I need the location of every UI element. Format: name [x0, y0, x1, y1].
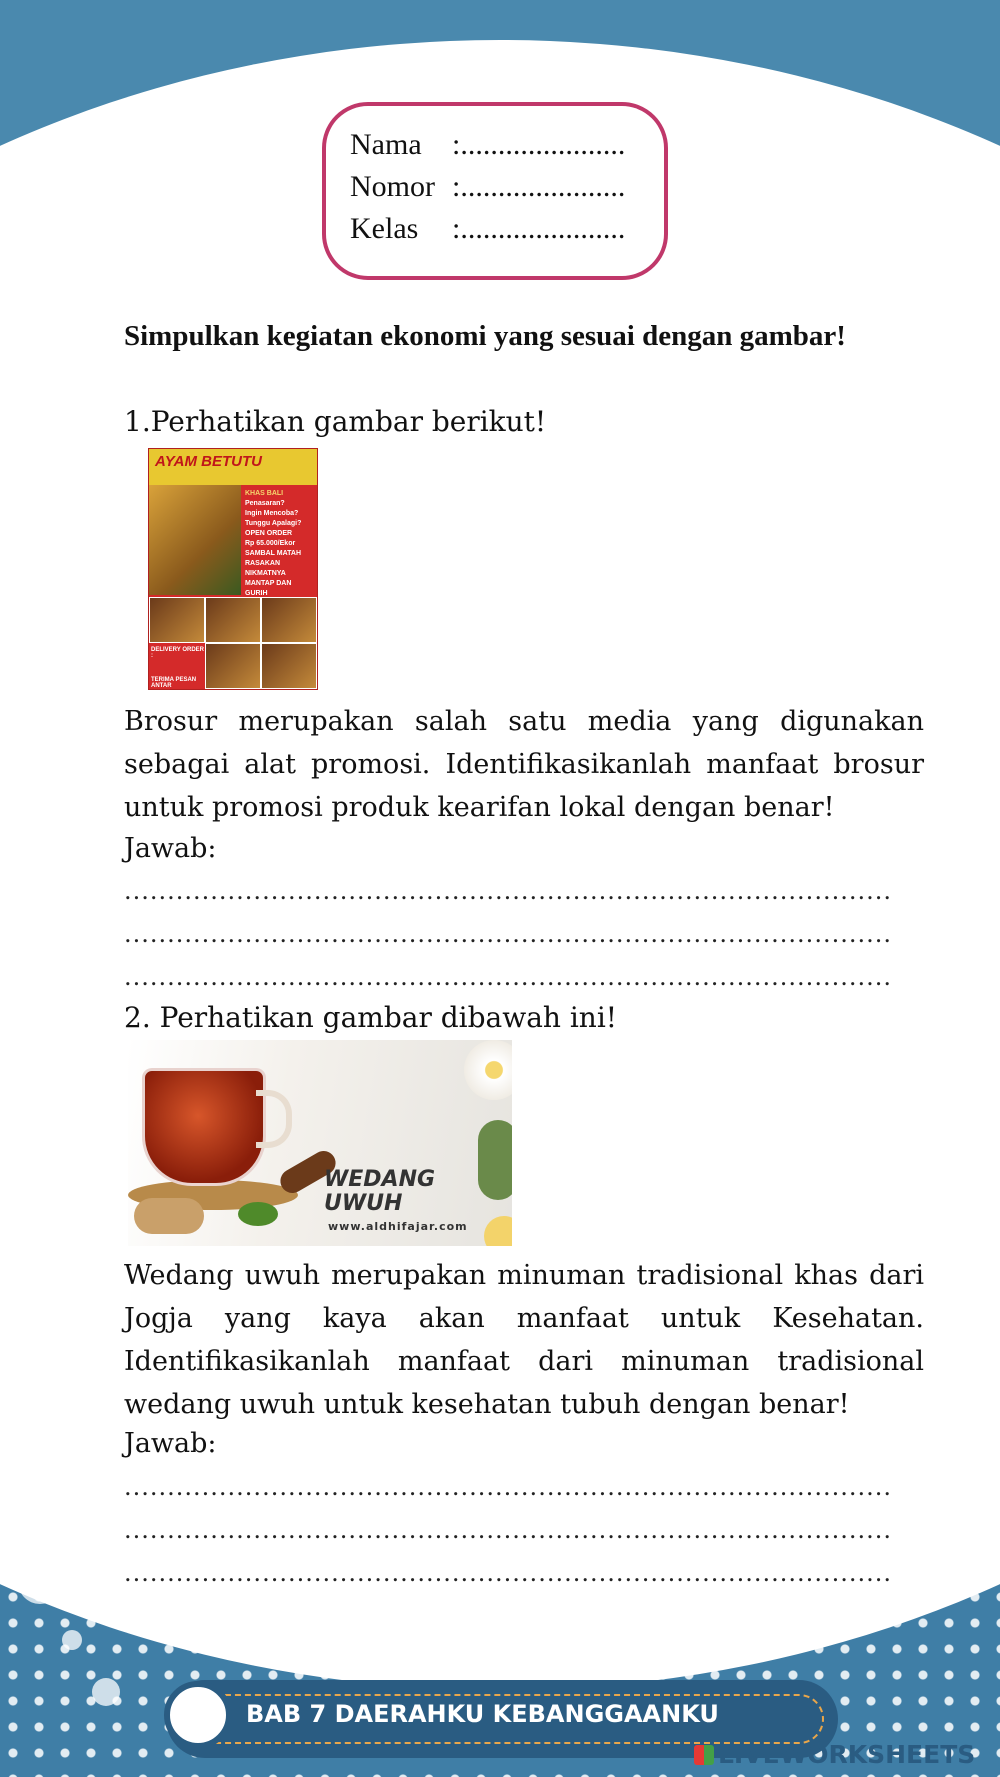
brochure-title: AYAM BETUTU — [155, 453, 262, 470]
decor-bubble — [92, 1678, 120, 1706]
flower-shape — [464, 1040, 512, 1100]
question-1-answer-line[interactable]: ......................................................................................... — [124, 877, 892, 905]
brochure-delivery: DELIVERY ORDER : — [151, 647, 205, 659]
question-2-answer-line[interactable]: ......................................................................................... — [124, 1559, 892, 1587]
wedang-uwuh-title: WEDANG UWUH — [324, 1167, 436, 1216]
decor-bubble — [18, 1560, 62, 1604]
greens-shape — [478, 1120, 512, 1200]
class-label: Kelas — [350, 212, 419, 245]
decor-bubble — [62, 1630, 82, 1650]
cup-handle-shape — [256, 1090, 292, 1148]
question-2-answer-label: Jawab: — [124, 1428, 217, 1459]
question-2-heading: 2. Perhatikan gambar dibawah ini! — [124, 1001, 618, 1034]
brochure-photo — [261, 643, 317, 689]
lemon-shape — [484, 1216, 512, 1246]
instruction-heading: Simpulkan kegiatan ekonomi yang sesuai dengan gambar! — [124, 320, 846, 352]
class-field[interactable]: :...................... — [452, 212, 626, 245]
number-field[interactable]: :...................... — [452, 170, 626, 203]
name-field[interactable]: :...................... — [452, 128, 626, 161]
class-row — [350, 212, 625, 246]
question-1-answer-label: Jawab: — [124, 833, 217, 864]
brochure-line: Rp 65.000/Ekor — [245, 540, 296, 547]
ginger-shape — [134, 1198, 204, 1234]
liveworksheets-watermark — [694, 1740, 975, 1769]
tea-cup-shape — [142, 1068, 266, 1186]
number-label: Nomor — [350, 170, 435, 203]
question-1-heading: 1.Perhatikan gambar berikut! — [124, 405, 547, 438]
banner-circle — [164, 1681, 232, 1749]
brochure-line: Tunggu Apalagi? — [245, 520, 302, 527]
brochure-photo-grid — [149, 597, 317, 689]
liveworksheets-text: LIVEWORKSHEETS — [718, 1740, 976, 1769]
ayam-betutu-brochure-image — [148, 448, 318, 690]
question-1-text: Brosur merupakan salah satu media yang digunakan sebagai alat promosi. Identifikasikanlah manfaat brosur untuk promosi produk kearifan lokal dengan benar! — [124, 706, 924, 823]
brochure-photo — [205, 597, 261, 643]
question-1-answer-line[interactable]: ......................................................................................... — [124, 920, 892, 948]
wedang-uwuh-url: www.aldhifajar.com — [328, 1220, 468, 1233]
brochure-line: Penasaran? — [245, 500, 285, 507]
brochure-footer: TERIMA PESAN ANTAR — [151, 677, 197, 689]
question-2-answer-line[interactable]: ......................................................................................... — [124, 1516, 892, 1544]
wedang-uwuh-image — [128, 1040, 512, 1246]
question-2-text: Wedang uwuh merupakan minuman tradisional khas dari Jogja yang kaya akan manfaat untuk Kesehatan. Identifikasikanlah manfaat dari minuman tradisional wedang uwuh untuk kesehatan tubuh dengan benar! — [124, 1260, 924, 1420]
name-row — [350, 128, 625, 162]
brochure-photo — [149, 597, 205, 643]
brochure-line: RASAKAN NIKMATNYA — [245, 560, 286, 577]
chapter-title: BAB 7 DAERAHKU KEBANGGAANKU — [246, 1700, 719, 1728]
question-1-answer-line[interactable]: ......................................................................................... — [124, 963, 892, 991]
leaf-shape — [238, 1202, 278, 1226]
brochure-header — [149, 449, 317, 485]
brochure-line: MANTAP DAN GURIH — [245, 580, 292, 597]
liveworksheets-logo-icon — [694, 1745, 714, 1765]
question-2-answer-line[interactable]: ......................................................................................... — [124, 1473, 892, 1501]
name-label: Nama — [350, 128, 422, 161]
brochure-line: Ingin Mencoba? — [245, 510, 299, 517]
brochure-line: OPEN ORDER — [245, 530, 293, 537]
brochure-photo — [261, 597, 317, 643]
brochure-badge: KHAS BALI — [245, 490, 284, 497]
brochure-line: SAMBAL MATAH — [245, 550, 301, 557]
brochure-food-photo — [149, 485, 241, 595]
brochure-side-text — [245, 489, 315, 597]
brochure-photo — [205, 643, 261, 689]
number-row — [350, 170, 625, 204]
student-identity-box — [322, 102, 668, 280]
